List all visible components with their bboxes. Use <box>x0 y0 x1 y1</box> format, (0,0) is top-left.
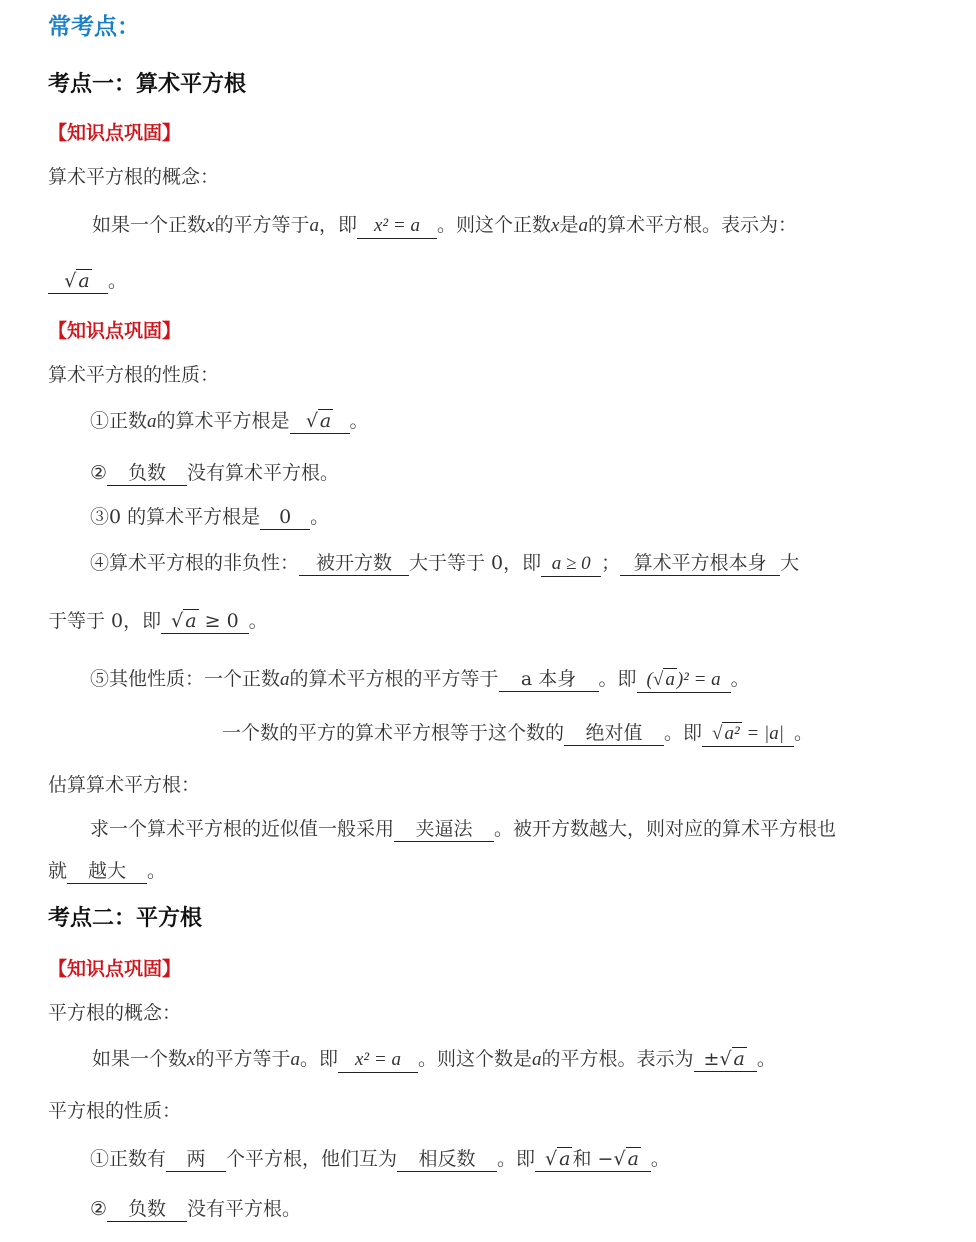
property-4: ④算术平方根的非负性： 被开方数 大于等于 0，即 a ≥ 0 ； 算术平方根本身 大 <box>90 552 799 577</box>
blank-answer: ±√ a <box>694 1048 757 1072</box>
blank-answer: x² = a <box>357 215 437 239</box>
blank-answer: √ a² = |a| <box>702 723 794 747</box>
concept-line-2: √ a 。 <box>48 270 127 294</box>
blank-answer: a ≥ 0 <box>541 553 601 577</box>
concept-title: 平方根的概念： <box>48 1002 182 1024</box>
property-1: ①正数有 两 个平方根，他们互为 相反数 。即 √ a 和 −√ a 。 <box>90 1148 670 1170</box>
blank-answer: 被开方数 <box>299 552 409 576</box>
blank-answer: √ a ≥ 0 <box>161 610 249 634</box>
blank-answer: x² = a <box>338 1049 418 1073</box>
section-title-1: 考点一：算术平方根 <box>48 72 247 97</box>
blank-answer: √ a 和 −√ a <box>535 1148 651 1172</box>
page-heading: 常考点： <box>48 14 140 40</box>
blank-answer: 相反数 <box>397 1148 497 1172</box>
blank-answer: 负数 <box>107 462 187 486</box>
blank-answer: 绝对值 <box>564 722 664 746</box>
concept-line: 如果一个数x的平方等于a。即 x² = a 。则这个数是a的平方根。表示为 ±√ a 。 <box>92 1048 776 1073</box>
property-title: 算术平方根的性质： <box>48 364 220 386</box>
blank-answer: a 本身 <box>499 668 599 692</box>
blank-answer: (√ a )² = a <box>637 669 731 693</box>
blank-answer: 夹逼法 <box>394 818 494 842</box>
estimate-line-2: 就 越大 。 <box>48 860 167 882</box>
blank-answer: 0 <box>260 506 310 530</box>
knowledge-tag: 【知识点巩固】 <box>48 958 182 980</box>
property-3: ③0 的算术平方根是 0 。 <box>90 506 330 528</box>
concept-title: 算术平方根的概念： <box>48 166 220 188</box>
property-1: ①正数a的算术平方根是 √ a 。 <box>90 410 369 432</box>
property-5-cont: 一个数的平方的算术平方根等于这个数的 绝对值 。即 √ a² = |a| 。 <box>222 722 813 747</box>
knowledge-tag: 【知识点巩固】 <box>48 122 182 144</box>
knowledge-tag: 【知识点巩固】 <box>48 320 182 342</box>
property-4-cont: 于等于 0，即 √ a ≥ 0 。 <box>48 610 268 632</box>
section-title-2: 考点二：平方根 <box>48 906 203 931</box>
concept-line-1: 如果一个正数x的平方等于a，即 x² = a 。则这个正数x是a的算术平方根。表示为： <box>92 214 797 239</box>
blank-answer: 算术平方根本身 <box>620 552 780 576</box>
estimate-title: 估算算术平方根： <box>48 774 201 796</box>
blank-answer: 两 <box>166 1148 226 1172</box>
property-title: 平方根的性质： <box>48 1100 182 1122</box>
estimate-line-1: 求一个算术平方根的近似值一般采用 夹逼法 。被开方数越大，则对应的算术平方根也 <box>90 818 837 840</box>
property-2: ② 负数 没有平方根。 <box>90 1198 302 1220</box>
property-2: ② 负数 没有算术平方根。 <box>90 462 340 484</box>
blank-answer: √ a <box>290 410 350 434</box>
property-5: ⑤其他性质：一个正数a的算术平方根的平方等于 a 本身 。即 (√ a )² = a 。 <box>90 668 750 693</box>
blank-answer: 越大 <box>67 860 147 884</box>
blank-answer: √ a <box>48 270 108 294</box>
blank-answer: 负数 <box>107 1198 187 1222</box>
